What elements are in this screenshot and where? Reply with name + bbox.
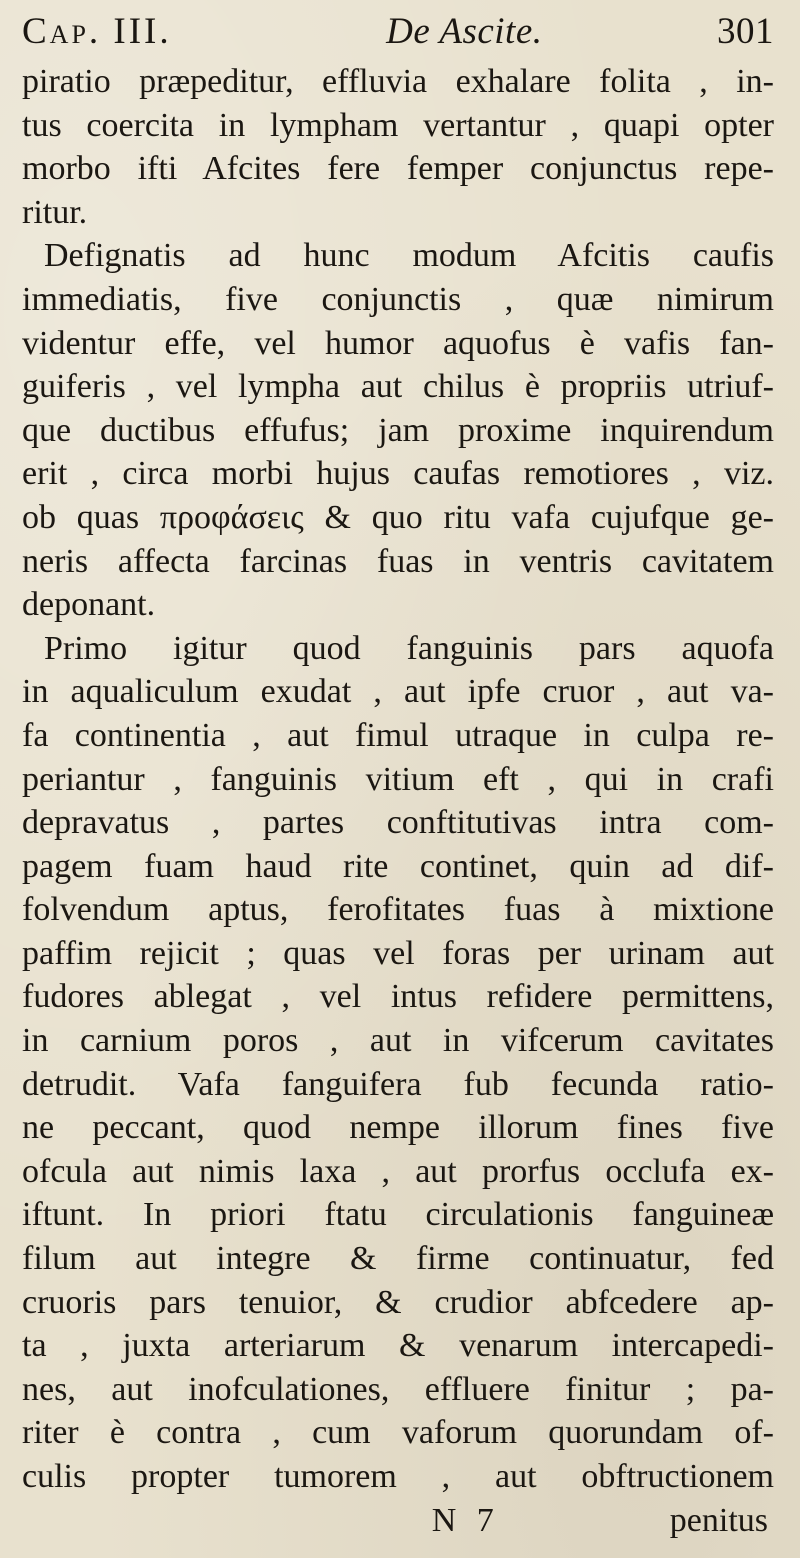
text-line: ta , juxta arteriarum & venarum intercapedi- [22, 1327, 774, 1365]
text-line: ne peccant, quod nempe illorum fines five [22, 1109, 774, 1147]
chapter-label: Cap. III. [22, 11, 172, 52]
catchline [22, 1499, 774, 1543]
text-line: ofcula aut nimis laxa , aut prorfus occlufa ex- [22, 1152, 774, 1190]
text-line: ritur. [22, 193, 88, 231]
text-line: filum aut integre & firme continuatur, fed [22, 1240, 774, 1278]
running-header [22, 10, 774, 60]
text-line: depravatus , partes conftitutivas intra com- [22, 804, 774, 842]
text-line: riter è contra , cum vaforum quorundam of- [22, 1414, 774, 1452]
text-line: in carnium poros , aut in vifcerum cavitates [22, 1022, 774, 1060]
text-line: ob quas προφάσεις & quo ritu vafa cujufque ge- [22, 498, 774, 536]
text-line: iftunt. In priori ftatu circulationis fanguineæ [22, 1196, 774, 1234]
text-line: que ductibus effufus; jam proxime inquirendum [22, 411, 774, 449]
text-line: pagem fuam haud rite continet, quin ad dif- [22, 847, 774, 885]
text-line: folvendum aptus, ferofitates fuas à mixtione [22, 891, 774, 929]
text-line: morbo ifti Afcites fere femper conjunctus repe- [22, 150, 774, 188]
running-title: De Ascite. [386, 11, 543, 52]
text-line: in aqualiculum exudat , aut ipfe cruor , aut va- [22, 673, 774, 711]
page-number: 301 [717, 11, 774, 52]
text-line: paffim rejicit ; quas vel foras per urinam aut [22, 934, 774, 972]
text-line: Defignatis ad hunc modum Afcitis caufis [44, 237, 774, 275]
text-line: fa continentia , aut fimul utraque in culpa re- [22, 716, 774, 754]
text-line: fudores ablegat , vel intus refidere permittens, [22, 978, 774, 1016]
text-line: videntur effe, vel humor aquofus è vafis fan- [22, 324, 774, 362]
body-text [22, 60, 774, 1499]
text-line: detrudit. Vafa fanguifera fub fecunda ratio- [22, 1065, 774, 1103]
catchword: penitus [669, 1501, 768, 1539]
text-line: neris affecta farcinas fuas in ventris cavitatem [22, 542, 774, 580]
text-line: cruoris pars tenuior, & crudior abfcedere ap- [22, 1283, 774, 1321]
text-line: immediatis, five conjunctis , quæ nimirum [22, 280, 774, 318]
text-line: nes, aut inofculationes, effluere finitur ; pa- [22, 1370, 774, 1408]
text-line: periantur , fanguinis vitium eft , qui in crafi [22, 760, 774, 798]
signature-mark: N 7 [431, 1501, 500, 1539]
text-line: erit , circa morbi hujus caufas remotiores , viz. [22, 455, 774, 493]
text-line: piratio præpeditur, effluvia exhalare folita , in- [22, 63, 774, 100]
text-line: tus coercita in lympham vertantur , quapi opter [22, 106, 774, 144]
text-line: guiferis , vel lympha aut chilus è propriis utriuf- [22, 368, 774, 406]
text-line: culis propter tumorem , aut obftructionem [22, 1458, 774, 1495]
text-line: Primo igitur quod fanguinis pars aquofa [44, 629, 774, 667]
text-line: deponant. [22, 586, 156, 624]
